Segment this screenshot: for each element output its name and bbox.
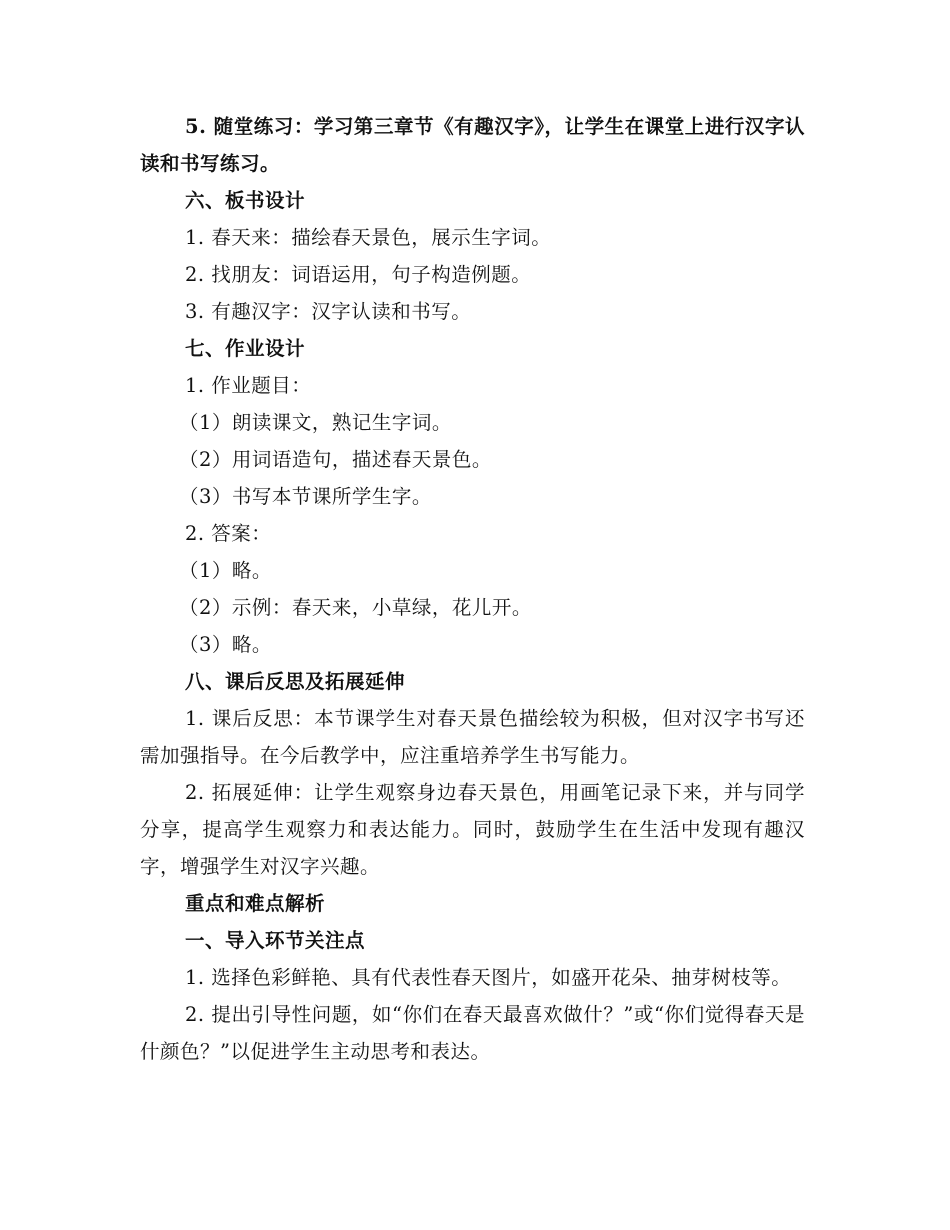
board-item-3: 3. 有趣汉字：汉字认读和书写。 bbox=[185, 300, 472, 323]
heading-key-points: 重点和难点解析 bbox=[185, 892, 326, 915]
homework-item-2: （2）用词语造句，描述春天景色。 bbox=[179, 448, 492, 471]
intro-paragraph-2: 2. 提出引导性问题，如“你们在春天最喜欢做什？”或“你们觉得春天是什颜色？”以促进学生主动思考和表达。 bbox=[140, 1003, 805, 1063]
intro-paragraph-1: 1. 选择色彩鲜艳、具有代表性春天图片，如盛开花朵、抽芽树枝等。 bbox=[185, 966, 792, 989]
answer-item-2: （2）示例：春天来，小草绿，花儿开。 bbox=[179, 596, 532, 619]
reflection-paragraph: 1. 课后反思：本节课学生对春天景色描绘较为积极，但对汉字书写还需加强指导。在今后教学中，应注重培养学生书写能力。 bbox=[140, 707, 805, 767]
homework-title: 1. 作业题目： bbox=[185, 374, 312, 397]
homework-item-1: （1）朗读课文，熟记生字词。 bbox=[179, 411, 452, 434]
heading-intro-focus: 一、导入环节关注点 bbox=[185, 929, 366, 952]
board-item-1: 1. 春天来：描绘春天景色，展示生字词。 bbox=[185, 226, 552, 249]
heading-homework-design: 七、作业设计 bbox=[185, 337, 306, 360]
document-page bbox=[140, 108, 805, 1070]
board-item-2: 2. 找朋友：词语运用，句子构造例题。 bbox=[185, 263, 532, 286]
answer-item-3: （3）略。 bbox=[179, 633, 272, 656]
heading-board-design: 六、板书设计 bbox=[185, 189, 306, 212]
practice-paragraph: 5. 随堂练习：学习第三章节《有趣汉字》，让学生在课堂上进行汉字认读和书写练习。 bbox=[140, 115, 805, 175]
heading-reflection: 八、课后反思及拓展延伸 bbox=[185, 670, 406, 693]
extension-paragraph: 2. 拓展延伸：让学生观察身边春天景色，用画笔记录下来，并与同学分享，提高学生观察力和表达能力。同时，鼓励学生在生活中发现有趣汉字，增强学生对汉字兴趣。 bbox=[140, 781, 805, 878]
answer-item-1: （1）略。 bbox=[179, 559, 272, 582]
homework-item-3: （3）书写本节课所学生字。 bbox=[179, 485, 432, 508]
answer-title: 2. 答案： bbox=[185, 522, 272, 545]
